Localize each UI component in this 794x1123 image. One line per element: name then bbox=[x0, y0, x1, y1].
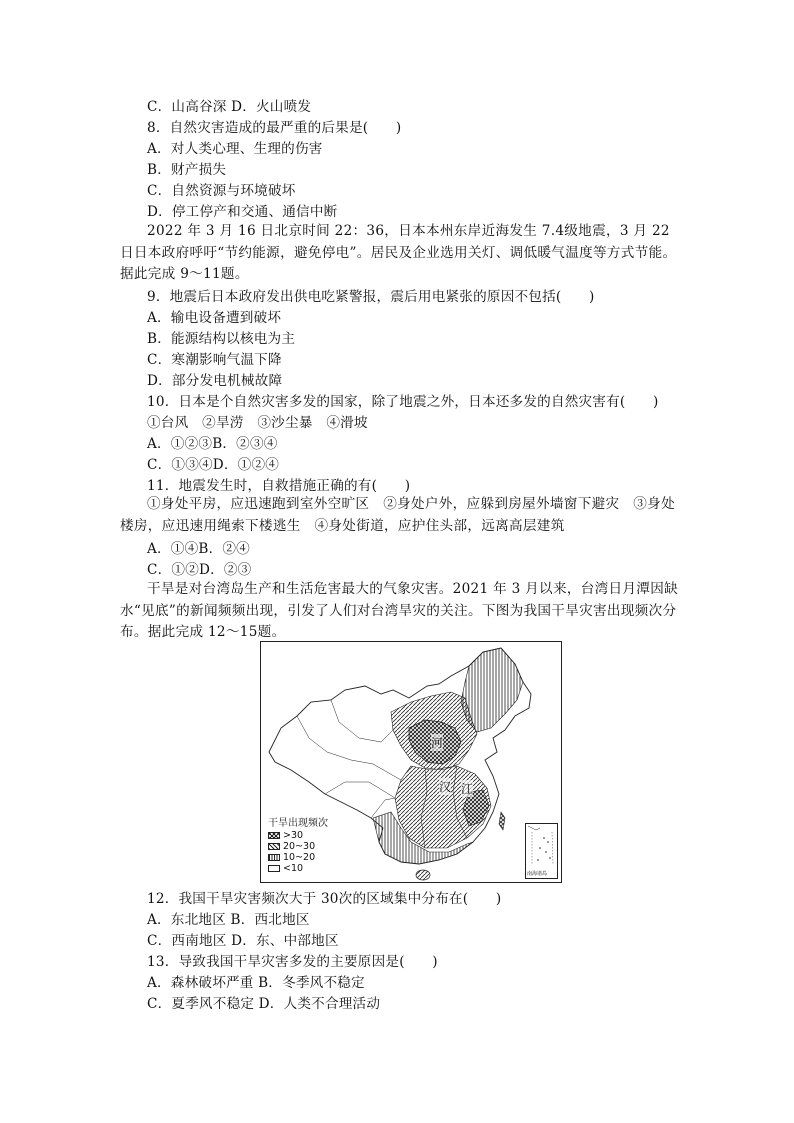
question-13-options-ab: A．森林破坏严重 B．冬季风不稳定 bbox=[147, 975, 365, 991]
taiwan-island bbox=[499, 812, 505, 830]
question-10-stem: 10．日本是个自然灾害多发的国家，除了地震之外，日本还多发的自然灾害有( ) bbox=[147, 394, 659, 410]
south-china-sea-inset bbox=[525, 823, 558, 879]
question-9-option-d: D．部分发电机械故障 bbox=[147, 373, 283, 389]
blank-swatch bbox=[268, 865, 280, 872]
map-label-jiang: 江 bbox=[461, 782, 474, 796]
earthquake-passage: 2022 年 3 月 16 日北京时间 22：36，日本本州东岸近海发生 7.4级地震，3 月 22 日日本政府呼吁“节约能源，避免停电”。居民及企业选用关灯、调低暖气温度等方式节能。据此完成 9～11题。 bbox=[120, 223, 677, 282]
question-7-options-cd: C．山高谷深 D．火山喷发 bbox=[147, 99, 312, 115]
legend-row-blank bbox=[268, 863, 328, 874]
question-12-options-ab: A．东北地区 B．西北地区 bbox=[147, 912, 310, 928]
question-11-items: ①身处平房，应迅速跑到室外空旷区 ②身处户外，应躲到房屋外墙窗下避灾 ③身处楼房，应迅速用绳索下楼逃生 ④身处街道，应护住头部，远离高层建筑 bbox=[120, 496, 675, 534]
legend-label: >30 bbox=[283, 830, 304, 841]
question-11-options-cd: C．①②D．②③ bbox=[147, 562, 252, 578]
question-10-items: ①台风 ②旱涝 ③沙尘暴 ④滑坡 bbox=[147, 415, 368, 431]
drought-passage: 干旱是对台湾岛生产和生活危害最大的气象灾害。2021 年 3 月以来，台湾日月潭因缺水“见底”的新闻频频出现，引发了人们对台湾旱灾的关注。下图为我国干旱灾害出现频次分布。据此完成 12～15题。 bbox=[120, 581, 678, 640]
question-9-option-b: B．能源结构以核电为主 bbox=[147, 331, 296, 347]
question-9-option-c: C．寒潮影响气温下降 bbox=[147, 352, 282, 368]
map-label-river: 河 bbox=[431, 736, 444, 750]
legend-row-diagonal bbox=[268, 841, 328, 852]
question-8-option-d: D．停工停产和交通、通信中断 bbox=[147, 204, 338, 220]
diagonal-hatch-swatch bbox=[268, 843, 280, 850]
legend-label: <10 bbox=[283, 863, 304, 874]
vertical-hatch-swatch bbox=[268, 854, 280, 861]
question-13-options-cd: C．夏季风不稳定 D．人类不合理活动 bbox=[147, 996, 381, 1012]
question-13-stem: 13．导致我国干旱灾害多发的主要原因是( ) bbox=[147, 954, 438, 970]
map-legend bbox=[268, 818, 328, 874]
hainan-island bbox=[416, 870, 430, 880]
inset-label: 南海诸岛 bbox=[527, 871, 548, 877]
question-12-options-cd: C．西南地区 D．东、中部地区 bbox=[147, 933, 339, 949]
cross-hatch-swatch bbox=[268, 832, 280, 839]
question-11-stem: 11．地震发生时，自救措施正确的有( ) bbox=[147, 478, 411, 494]
legend-title: 干旱出现频次 bbox=[268, 818, 328, 829]
legend-label: 20~30 bbox=[283, 841, 316, 852]
question-8-option-b: B．财产损失 bbox=[147, 162, 227, 178]
question-10-options-cd: C．①③④D．①②④ bbox=[147, 457, 280, 473]
question-10-options-ab: A．①②③B．②③④ bbox=[147, 436, 278, 452]
legend-row-cross bbox=[268, 830, 328, 841]
map-label-han: 汉 bbox=[439, 780, 452, 794]
question-8-stem: 8．自然灾害造成的最严重的后果是( ) bbox=[147, 120, 402, 136]
legend-label: 10~20 bbox=[283, 852, 316, 863]
question-12-stem: 12．我国干旱灾害频次大于 30次的区域集中分布在( ) bbox=[147, 891, 502, 907]
question-9-stem: 9．地震后日本政府发出供电吃紧警报，震后用电紧张的原因不包括( ) bbox=[147, 289, 595, 305]
drought-frequency-map bbox=[260, 641, 562, 883]
legend-row-vertical bbox=[268, 852, 328, 863]
question-8-option-a: A．对人类心理、生理的伤害 bbox=[147, 141, 323, 157]
question-8-option-c: C．自然资源与环境破坏 bbox=[147, 183, 296, 199]
question-11-options-ab: A．①④B．②④ bbox=[147, 541, 250, 557]
question-9-option-a: A．输电设备遭到破坏 bbox=[147, 310, 282, 326]
